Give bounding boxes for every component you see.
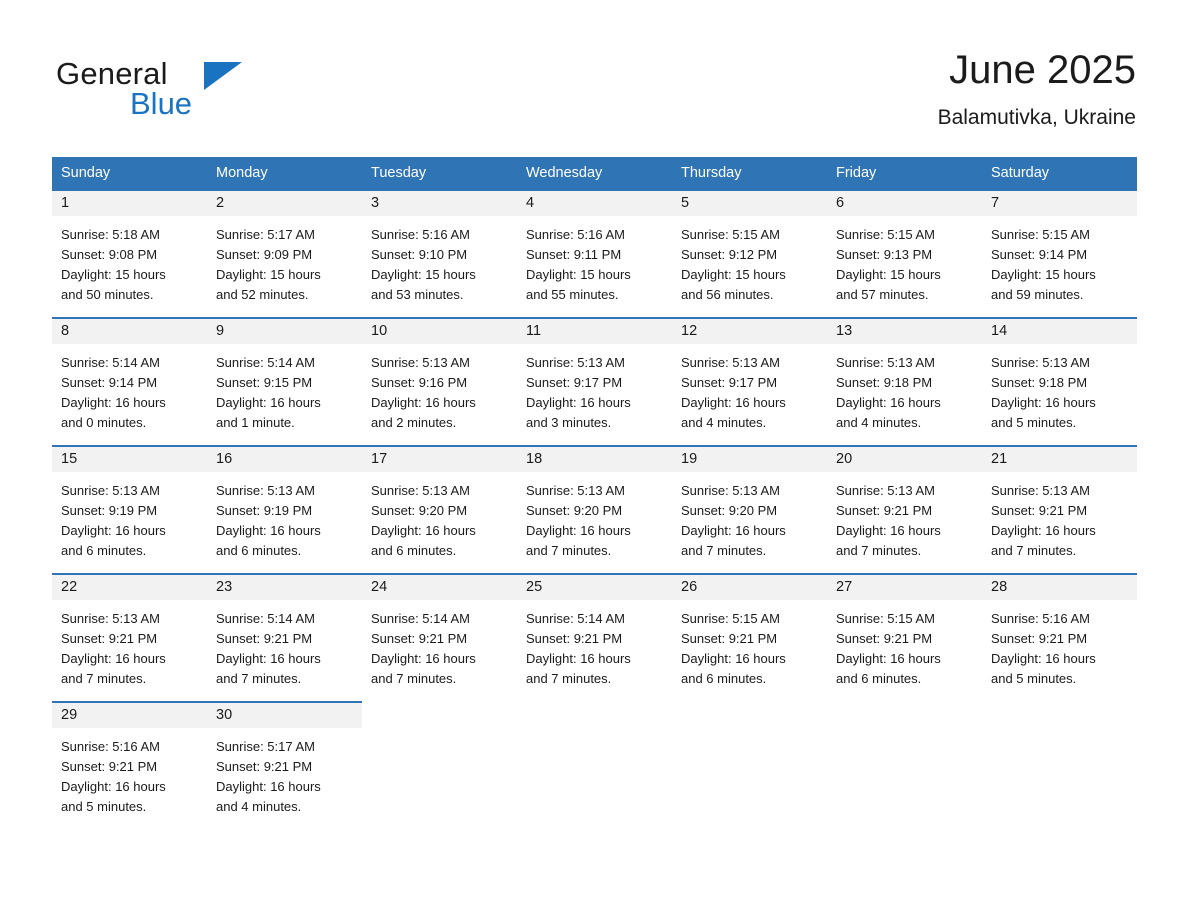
daylight-text-line2: and 4 minutes. — [216, 799, 302, 814]
daylight-text-line1: Daylight: 16 hours — [526, 523, 631, 538]
calendar-day-cell[interactable] — [207, 317, 362, 445]
day-info — [52, 344, 207, 433]
calendar-day-cell[interactable] — [517, 573, 672, 701]
sunrise-text: Sunrise: 5:14 AM — [61, 355, 160, 370]
calendar-day-cell-empty — [517, 701, 672, 829]
calendar-day-cell[interactable] — [672, 189, 827, 317]
calendar-week-row — [52, 573, 1137, 701]
day-number: 13 — [827, 319, 982, 344]
sunset-text: Sunset: 9:10 PM — [371, 247, 468, 262]
sunrise-text: Sunrise: 5:13 AM — [216, 483, 315, 498]
calendar-table — [52, 157, 1137, 829]
day-number: 29 — [52, 703, 207, 728]
daylight-text-line1: Daylight: 16 hours — [216, 523, 321, 538]
weekday-header-friday: Friday — [827, 157, 982, 189]
sunrise-text: Sunrise: 5:13 AM — [681, 355, 780, 370]
calendar-day-cell[interactable] — [362, 445, 517, 573]
daylight-text-line2: and 7 minutes. — [526, 543, 612, 558]
daylight-text-line1: Daylight: 16 hours — [836, 523, 941, 538]
day-info — [362, 344, 517, 433]
daylight-text-line2: and 7 minutes. — [216, 671, 302, 686]
daylight-text-line2: and 7 minutes. — [371, 671, 457, 686]
sunset-text: Sunset: 9:17 PM — [681, 375, 778, 390]
day-info — [672, 600, 827, 689]
sunrise-text: Sunrise: 5:13 AM — [61, 611, 160, 626]
day-info — [52, 728, 207, 817]
day-info — [52, 600, 207, 689]
sunrise-text: Sunrise: 5:16 AM — [61, 739, 160, 754]
sunset-text: Sunset: 9:21 PM — [836, 631, 933, 646]
calendar-day-cell[interactable] — [672, 573, 827, 701]
day-info — [672, 216, 827, 305]
day-info — [362, 472, 517, 561]
page-header — [0, 46, 1188, 129]
sunset-text: Sunset: 9:08 PM — [61, 247, 158, 262]
calendar-day-cell[interactable] — [52, 317, 207, 445]
daylight-text-line2: and 53 minutes. — [371, 287, 464, 302]
day-info — [982, 600, 1137, 689]
daylight-text-line2: and 50 minutes. — [61, 287, 154, 302]
day-number: 27 — [827, 575, 982, 600]
weekday-header-wednesday: Wednesday — [517, 157, 672, 189]
sunrise-text: Sunrise: 5:16 AM — [371, 227, 470, 242]
daylight-text-line2: and 59 minutes. — [991, 287, 1084, 302]
calendar-day-cell[interactable] — [827, 573, 982, 701]
day-info — [827, 216, 982, 305]
calendar-day-cell[interactable] — [827, 445, 982, 573]
daylight-text-line1: Daylight: 16 hours — [371, 651, 476, 666]
daylight-text-line1: Daylight: 16 hours — [526, 395, 631, 410]
daylight-text-line2: and 56 minutes. — [681, 287, 774, 302]
day-info — [672, 344, 827, 433]
sunset-text: Sunset: 9:21 PM — [216, 759, 313, 774]
sunset-text: Sunset: 9:19 PM — [216, 503, 313, 518]
sunrise-text: Sunrise: 5:15 AM — [681, 227, 780, 242]
daylight-text-line2: and 3 minutes. — [526, 415, 612, 430]
day-info — [517, 344, 672, 433]
day-info — [982, 216, 1137, 305]
day-info — [207, 600, 362, 689]
sunrise-text: Sunrise: 5:13 AM — [526, 355, 625, 370]
day-info — [362, 600, 517, 689]
day-number: 15 — [52, 447, 207, 472]
daylight-text-line2: and 0 minutes. — [61, 415, 147, 430]
calendar-day-cell[interactable] — [827, 189, 982, 317]
sunset-text: Sunset: 9:18 PM — [991, 375, 1088, 390]
logo-text-blue: Blue — [130, 86, 193, 121]
sunrise-text: Sunrise: 5:13 AM — [991, 355, 1090, 370]
calendar-day-cell[interactable] — [52, 701, 207, 829]
day-info — [827, 472, 982, 561]
sunset-text: Sunset: 9:14 PM — [61, 375, 158, 390]
day-number: 25 — [517, 575, 672, 600]
day-number: 2 — [207, 191, 362, 216]
sunrise-text: Sunrise: 5:17 AM — [216, 739, 315, 754]
sunrise-text: Sunrise: 5:13 AM — [526, 483, 625, 498]
daylight-text-line1: Daylight: 16 hours — [216, 395, 321, 410]
calendar-day-cell[interactable] — [517, 189, 672, 317]
logo-triangle-icon — [204, 62, 242, 90]
weekday-header-monday: Monday — [207, 157, 362, 189]
sunrise-text: Sunrise: 5:13 AM — [836, 355, 935, 370]
day-number: 20 — [827, 447, 982, 472]
daylight-text-line2: and 6 minutes. — [681, 671, 767, 686]
daylight-text-line2: and 55 minutes. — [526, 287, 619, 302]
daylight-text-line2: and 5 minutes. — [991, 415, 1077, 430]
sunrise-text: Sunrise: 5:13 AM — [61, 483, 160, 498]
sunrise-text: Sunrise: 5:16 AM — [991, 611, 1090, 626]
general-blue-logo — [56, 56, 316, 126]
sunset-text: Sunset: 9:21 PM — [681, 631, 778, 646]
calendar-day-cell[interactable] — [982, 189, 1137, 317]
logo-text-general: General — [56, 56, 168, 91]
sunrise-text: Sunrise: 5:17 AM — [216, 227, 315, 242]
sunrise-text: Sunrise: 5:14 AM — [216, 611, 315, 626]
daylight-text-line2: and 5 minutes. — [991, 671, 1077, 686]
day-info — [517, 216, 672, 305]
calendar-day-cell[interactable] — [517, 317, 672, 445]
calendar-week-row — [52, 445, 1137, 573]
calendar-day-cell[interactable] — [827, 317, 982, 445]
daylight-text-line2: and 7 minutes. — [836, 543, 922, 558]
daylight-text-line2: and 7 minutes. — [991, 543, 1077, 558]
daylight-text-line1: Daylight: 16 hours — [681, 523, 786, 538]
daylight-text-line1: Daylight: 15 hours — [371, 267, 476, 282]
daylight-text-line2: and 7 minutes. — [61, 671, 147, 686]
day-number: 3 — [362, 191, 517, 216]
sunset-text: Sunset: 9:21 PM — [526, 631, 623, 646]
day-number: 19 — [672, 447, 827, 472]
sunrise-text: Sunrise: 5:13 AM — [991, 483, 1090, 498]
sunrise-text: Sunrise: 5:13 AM — [681, 483, 780, 498]
calendar-week-row — [52, 317, 1137, 445]
calendar-day-cell[interactable] — [362, 189, 517, 317]
weekday-header-row — [52, 157, 1137, 189]
daylight-text-line1: Daylight: 16 hours — [61, 395, 166, 410]
day-number: 14 — [982, 319, 1137, 344]
calendar-day-cell-empty — [827, 701, 982, 829]
day-info — [207, 216, 362, 305]
day-number: 26 — [672, 575, 827, 600]
day-number: 28 — [982, 575, 1137, 600]
daylight-text-line1: Daylight: 16 hours — [681, 651, 786, 666]
daylight-text-line2: and 4 minutes. — [681, 415, 767, 430]
daylight-text-line1: Daylight: 16 hours — [61, 779, 166, 794]
daylight-text-line1: Daylight: 16 hours — [991, 395, 1096, 410]
daylight-text-line1: Daylight: 16 hours — [526, 651, 631, 666]
day-number: 16 — [207, 447, 362, 472]
daylight-text-line1: Daylight: 16 hours — [991, 523, 1096, 538]
day-number — [672, 703, 827, 728]
daylight-text-line2: and 2 minutes. — [371, 415, 457, 430]
calendar-day-cell[interactable] — [362, 573, 517, 701]
day-number: 10 — [362, 319, 517, 344]
daylight-text-line1: Daylight: 16 hours — [216, 651, 321, 666]
daylight-text-line1: Daylight: 15 hours — [991, 267, 1096, 282]
daylight-text-line1: Daylight: 16 hours — [216, 779, 321, 794]
sunset-text: Sunset: 9:20 PM — [526, 503, 623, 518]
sunset-text: Sunset: 9:21 PM — [371, 631, 468, 646]
day-number: 1 — [52, 191, 207, 216]
daylight-text-line1: Daylight: 16 hours — [681, 395, 786, 410]
daylight-text-line2: and 4 minutes. — [836, 415, 922, 430]
sunset-text: Sunset: 9:21 PM — [836, 503, 933, 518]
sunset-text: Sunset: 9:21 PM — [61, 759, 158, 774]
calendar-day-cell[interactable] — [207, 445, 362, 573]
day-info — [207, 472, 362, 561]
day-info — [52, 472, 207, 561]
sunrise-text: Sunrise: 5:16 AM — [526, 227, 625, 242]
calendar-day-cell[interactable] — [982, 445, 1137, 573]
calendar-day-cell[interactable] — [52, 189, 207, 317]
daylight-text-line1: Daylight: 15 hours — [61, 267, 166, 282]
calendar-day-cell[interactable] — [672, 317, 827, 445]
sunset-text: Sunset: 9:11 PM — [526, 247, 622, 262]
daylight-text-line1: Daylight: 16 hours — [836, 395, 941, 410]
sunrise-text: Sunrise: 5:14 AM — [526, 611, 625, 626]
sunrise-text: Sunrise: 5:14 AM — [371, 611, 470, 626]
calendar-day-cell[interactable] — [517, 445, 672, 573]
sunset-text: Sunset: 9:12 PM — [681, 247, 778, 262]
calendar-day-cell[interactable] — [207, 189, 362, 317]
daylight-text-line2: and 5 minutes. — [61, 799, 147, 814]
day-info — [982, 472, 1137, 561]
day-number: 24 — [362, 575, 517, 600]
sunrise-text: Sunrise: 5:14 AM — [216, 355, 315, 370]
calendar-day-cell[interactable] — [207, 701, 362, 829]
day-info — [52, 216, 207, 305]
day-number — [517, 703, 672, 728]
calendar-day-cell[interactable] — [52, 445, 207, 573]
daylight-text-line1: Daylight: 15 hours — [526, 267, 631, 282]
daylight-text-line2: and 6 minutes. — [61, 543, 147, 558]
day-number: 22 — [52, 575, 207, 600]
sunset-text: Sunset: 9:15 PM — [216, 375, 313, 390]
day-number — [982, 703, 1137, 728]
daylight-text-line1: Daylight: 16 hours — [371, 523, 476, 538]
weekday-header-tuesday: Tuesday — [362, 157, 517, 189]
daylight-text-line2: and 6 minutes. — [371, 543, 457, 558]
weekday-header-sunday: Sunday — [52, 157, 207, 189]
calendar-day-cell-empty — [672, 701, 827, 829]
calendar-week-row — [52, 189, 1137, 317]
daylight-text-line1: Daylight: 15 hours — [216, 267, 321, 282]
daylight-text-line1: Daylight: 16 hours — [61, 523, 166, 538]
daylight-text-line1: Daylight: 15 hours — [681, 267, 786, 282]
day-number: 8 — [52, 319, 207, 344]
day-number: 30 — [207, 703, 362, 728]
day-number: 7 — [982, 191, 1137, 216]
sunset-text: Sunset: 9:13 PM — [836, 247, 933, 262]
day-number: 11 — [517, 319, 672, 344]
sunrise-text: Sunrise: 5:13 AM — [371, 483, 470, 498]
day-info — [672, 472, 827, 561]
sunrise-text: Sunrise: 5:15 AM — [991, 227, 1090, 242]
daylight-text-line2: and 7 minutes. — [526, 671, 612, 686]
page-title: June 2025 — [949, 48, 1136, 92]
sunset-text: Sunset: 9:17 PM — [526, 375, 623, 390]
calendar-day-cell[interactable] — [672, 445, 827, 573]
calendar-day-cell[interactable] — [207, 573, 362, 701]
daylight-text-line2: and 52 minutes. — [216, 287, 309, 302]
sunset-text: Sunset: 9:21 PM — [991, 503, 1088, 518]
sunset-text: Sunset: 9:14 PM — [991, 247, 1088, 262]
sunset-text: Sunset: 9:19 PM — [61, 503, 158, 518]
calendar-week-row — [52, 701, 1137, 829]
sunset-text: Sunset: 9:09 PM — [216, 247, 313, 262]
day-info — [207, 344, 362, 433]
daylight-text-line1: Daylight: 16 hours — [61, 651, 166, 666]
day-number: 5 — [672, 191, 827, 216]
calendar-day-cell[interactable] — [362, 317, 517, 445]
day-number: 21 — [982, 447, 1137, 472]
daylight-text-line2: and 7 minutes. — [681, 543, 767, 558]
day-info — [362, 216, 517, 305]
day-number: 6 — [827, 191, 982, 216]
sunset-text: Sunset: 9:21 PM — [61, 631, 158, 646]
day-number — [362, 703, 517, 728]
weekday-header-saturday: Saturday — [982, 157, 1137, 189]
day-number: 9 — [207, 319, 362, 344]
day-info — [982, 344, 1137, 433]
daylight-text-line1: Daylight: 16 hours — [836, 651, 941, 666]
daylight-text-line2: and 57 minutes. — [836, 287, 929, 302]
day-number: 18 — [517, 447, 672, 472]
title-block — [938, 46, 1136, 130]
sunset-text: Sunset: 9:20 PM — [371, 503, 468, 518]
weekday-header-thursday: Thursday — [672, 157, 827, 189]
calendar-day-cell[interactable] — [52, 573, 207, 701]
sunrise-text: Sunrise: 5:18 AM — [61, 227, 160, 242]
sunrise-text: Sunrise: 5:13 AM — [836, 483, 935, 498]
sunset-text: Sunset: 9:21 PM — [991, 631, 1088, 646]
sunset-text: Sunset: 9:21 PM — [216, 631, 313, 646]
calendar-day-cell[interactable] — [982, 573, 1137, 701]
calendar-day-cell-empty — [982, 701, 1137, 829]
sunrise-text: Sunrise: 5:13 AM — [371, 355, 470, 370]
calendar-day-cell[interactable] — [982, 317, 1137, 445]
daylight-text-line2: and 6 minutes. — [216, 543, 302, 558]
day-number — [827, 703, 982, 728]
daylight-text-line2: and 6 minutes. — [836, 671, 922, 686]
day-number: 4 — [517, 191, 672, 216]
daylight-text-line2: and 1 minute. — [216, 415, 295, 430]
daylight-text-line1: Daylight: 15 hours — [836, 267, 941, 282]
sunset-text: Sunset: 9:20 PM — [681, 503, 778, 518]
day-info — [517, 472, 672, 561]
sunset-text: Sunset: 9:18 PM — [836, 375, 933, 390]
day-info — [827, 344, 982, 433]
calendar-day-cell-empty — [362, 701, 517, 829]
sunrise-text: Sunrise: 5:15 AM — [681, 611, 780, 626]
sunset-text: Sunset: 9:16 PM — [371, 375, 468, 390]
day-number: 12 — [672, 319, 827, 344]
daylight-text-line1: Daylight: 16 hours — [371, 395, 476, 410]
sunrise-text: Sunrise: 5:15 AM — [836, 227, 935, 242]
sunrise-text: Sunrise: 5:15 AM — [836, 611, 935, 626]
location-subtitle: Balamutivka, Ukraine — [937, 106, 1136, 129]
day-info — [517, 600, 672, 689]
daylight-text-line1: Daylight: 16 hours — [991, 651, 1096, 666]
day-number: 23 — [207, 575, 362, 600]
day-number: 17 — [362, 447, 517, 472]
day-info — [827, 600, 982, 689]
day-info — [207, 728, 362, 817]
